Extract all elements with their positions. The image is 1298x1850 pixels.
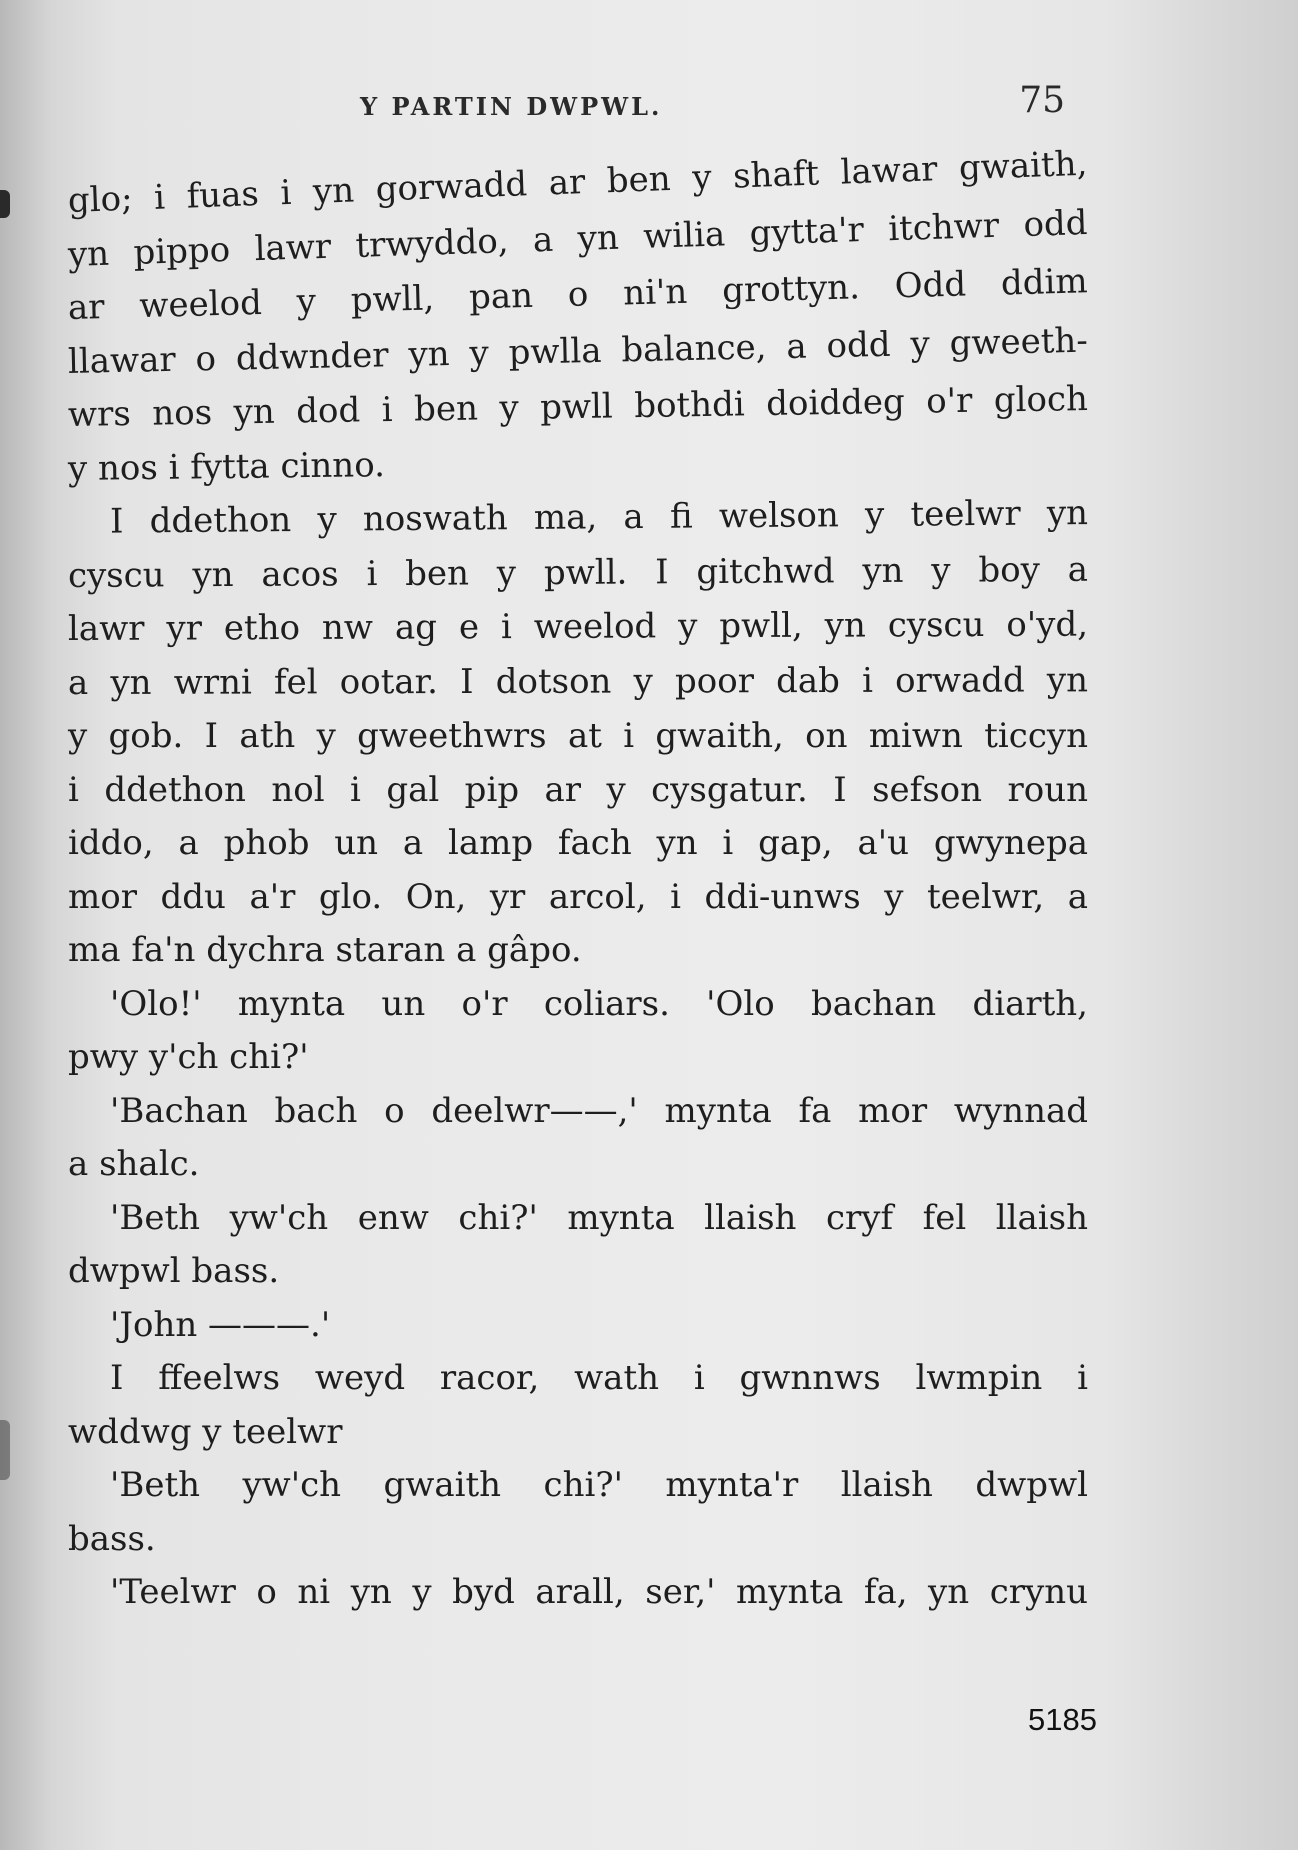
text-line: 'Beth yw'ch gwaith chi?' mynta'r llaish dwpwl xyxy=(110,1465,1088,1505)
text-line: cyscu yn acos i ben y pwll. I gitchwd yn y boy a xyxy=(67,549,1089,596)
page-number: 75 xyxy=(1019,80,1065,121)
text-line: lawr yr etho nw ag e i weelod y pwll, yn cyscu o'yd, xyxy=(67,604,1089,649)
page-edge-mark xyxy=(0,190,10,218)
text-line: yn pippo lawr trwyddo, a yn wilia gytta'r itchwr odd xyxy=(67,202,1089,275)
page-header xyxy=(110,80,1065,140)
text-line: i ddethon nol i gal pip ar y cysgatur. I sefson roun xyxy=(68,769,1088,810)
text-line: a shalc. xyxy=(68,1144,200,1184)
text-line: llawar o ddwnder yn y pwlla balance, a odd y gweeth- xyxy=(67,320,1089,382)
text-line: bass. xyxy=(68,1518,156,1559)
scan-id: 5185 xyxy=(1028,1702,1097,1737)
text-line: ar weelod y pwll, pan o ni'n grottyn. Odd ddim xyxy=(67,261,1089,328)
page-edge-shadow xyxy=(0,1420,10,1480)
text-line: I ffeelws weyd racor, wath i gwnnws lwmpin i xyxy=(110,1358,1088,1398)
text-line: wrs nos yn dod i ben y pwll bothdi doiddeg o'r gloch xyxy=(67,378,1089,435)
text-line: 'John ———.' xyxy=(110,1304,331,1345)
text-line: 'Bachan bach o deelwr——,' mynta fa mor wynnad xyxy=(110,1090,1088,1131)
text-line: y nos i fytta cinno. xyxy=(67,444,386,489)
text-line: I ddethon y noswath ma, a fi welson y teelwr yn xyxy=(109,493,1089,542)
text-line: 'Teelwr o ni yn y byd arall, ser,' mynta fa, yn crynu xyxy=(110,1572,1088,1612)
text-line: wddwg y teelwr xyxy=(68,1411,343,1452)
text-line: y gob. I ath y gweethwrs at i gwaith, on miwn ticcyn xyxy=(68,716,1088,756)
text-line: pwy y'ch chi?' xyxy=(68,1037,309,1077)
text-line: ma fa'n dychra staran a gâpo. xyxy=(68,930,582,970)
text-line: glo; i fuas i yn gorwadd ar ben y shaft lawar gwaith, xyxy=(67,143,1089,221)
text-line: dwpwl bass. xyxy=(68,1251,280,1291)
text-line: iddo, a phob un a lamp fach yn i gap, a'u gwynepa xyxy=(68,823,1088,863)
text-line: mor ddu a'r glo. On, yr arcol, i ddi-unws y teelwr, a xyxy=(68,876,1088,917)
text-line: 'Beth yw'ch enw chi?' mynta llaish cryf fel llaish xyxy=(110,1197,1088,1238)
text-line: 'Olo!' mynta un o'r coliars. 'Olo bachan diarth, xyxy=(110,983,1088,1024)
body-text xyxy=(67,143,1089,1620)
text-line: a yn wrni fel ootar. I dotson y poor dab i orwadd yn xyxy=(67,659,1089,703)
running-title: Y PARTIN DWPWL. xyxy=(360,92,663,121)
